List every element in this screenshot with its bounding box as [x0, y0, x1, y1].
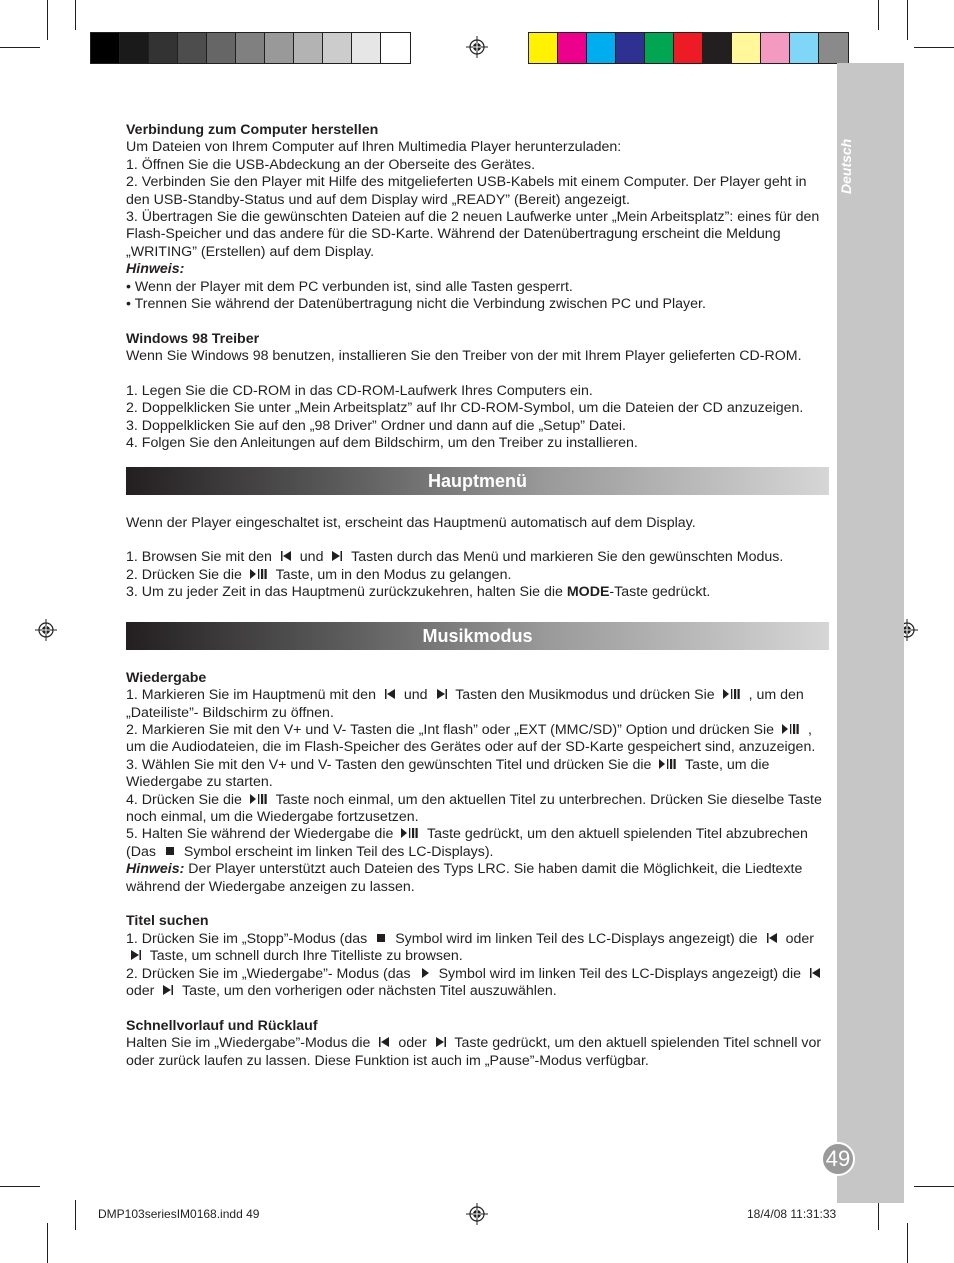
color-swatch: [790, 33, 819, 63]
previous-icon: [279, 549, 293, 563]
color-swatch: [352, 33, 381, 63]
stop-icon: [163, 844, 177, 858]
crop-mark: [0, 47, 40, 48]
footer-file-info: DMP103seriesIM0168.indd 49: [98, 1207, 260, 1221]
cmyk-color-bar: [528, 32, 849, 64]
list-item: • Trennen Sie während der Datenübertragung nicht die Verbindung zwischen PC und Player.: [126, 296, 706, 313]
list-item: 2. Drücken Sie die Taste, um in den Modus zu gelangen.: [126, 566, 512, 583]
language-label: Deutsch: [838, 138, 854, 194]
color-swatch: [587, 33, 616, 63]
play-pause-icon: [400, 826, 420, 840]
color-swatch: [558, 33, 587, 63]
next-icon: [161, 983, 175, 997]
section-heading: Verbindung zum Computer herstellen: [126, 122, 379, 138]
color-swatch: [149, 33, 178, 63]
color-swatch: [761, 33, 790, 63]
play-pause-icon: [249, 792, 269, 806]
play-pause-icon: [781, 722, 801, 736]
color-swatch: [323, 33, 352, 63]
crop-mark: [47, 1223, 48, 1263]
list-item: 1. Browsen Sie mit den und Tasten durch das Menü und markieren Sie den gewünschten Modus.: [126, 549, 784, 566]
list-item: 2. Markieren Sie mit den V+ und V- Tasten die „Int flash” oder „EXT (MMC/SD)” Option und drücken Sie , um die Audiodateien, die im Flash-Speicher des Gerätes oder auf der SD-Karte gespeichert sind, anzuzeigen.: [126, 721, 816, 756]
registration-mark-icon: [466, 36, 488, 58]
footer-date: 18/4/08 11:31:33: [747, 1207, 837, 1221]
crop-mark: [914, 1186, 954, 1187]
paragraph: Halten Sie im „Wiedergabe”-Modus die oder Taste gedrückt, um den aktuell spielenden Titel schnell vor oder zurück laufen zu lassen. Diese Funktion ist auch im „Pause”-Modus verfügbar.: [126, 1035, 822, 1069]
list-item: 2. Verbinden Sie den Player mit Hilfe des mitgelieferten USB-Kabels mit einem Computer. Der Player geht in den USB-Standby-Status und auf dem Display wird „READY” (Bereit) angezeigt.: [126, 174, 807, 208]
list-item: 3. Um zu jeder Zeit in das Hauptmenü zurückzukehren, halten Sie die MODE-Taste gedrückt.: [126, 584, 711, 601]
paragraph: Wenn Sie Windows 98 benutzen, installieren Sie den Treiber von der mit Ihrem Player gelieferten CD-ROM.: [126, 348, 802, 365]
section-banner: Musikmodus: [126, 622, 829, 650]
list-item: 5. Halten Sie während der Wiedergabe die Taste gedrückt, um den aktuell spielenden Titel abzubrechen (Das Symbol erscheint im linken Teil des LC-Displays).: [126, 826, 808, 860]
paragraph: Wenn der Player eingeschaltet ist, erscheint das Hauptmenü automatisch auf dem Display.: [126, 514, 696, 531]
crop-mark: [0, 1186, 40, 1187]
note-paragraph: Hinweis: Der Player unterstützt auch Dateien des Typs LRC. Sie haben damit die Möglichkeit, die Liedtexte während der Wiedergabe anzeigen zu lassen.: [126, 861, 803, 895]
list-item: 1. Legen Sie die CD-ROM in das CD-ROM-Laufwerk Ihres Computers ein.: [126, 383, 593, 400]
list-item: 3. Wählen Sie mit den V+ und V- Tasten den gewünschten Titel und drücken Sie die Taste, um die Wiedergabe zu starten.: [126, 756, 770, 791]
color-swatch: [616, 33, 645, 63]
color-swatch: [120, 33, 149, 63]
grayscale-color-bar: [90, 32, 411, 64]
registration-mark-icon: [466, 1203, 488, 1225]
previous-icon: [377, 1035, 391, 1049]
previous-icon: [765, 931, 779, 945]
page-number: 49: [821, 1142, 855, 1176]
play-pause-icon: [722, 687, 742, 701]
next-icon: [330, 549, 344, 563]
color-swatch: [207, 33, 236, 63]
list-item: 4. Drücken Sie die Taste noch einmal, um den aktuellen Titel zu unterbrechen. Drücken Sie dieselbe Taste noch einmal, um die Wiedergabe fortzusetzen.: [126, 791, 822, 825]
list-item: 1. Drücken Sie im „Stopp”-Modus (das Symbol wird im linken Teil des LC-Displays angezeigt) die oder Taste, um schnell durch Ihre Titelliste zu browsen.: [126, 930, 814, 965]
crop-mark: [914, 47, 954, 48]
play-pause-icon: [658, 757, 678, 771]
list-item: 1. Markieren Sie im Hauptmenü mit den und Tasten den Musikmodus und drücken Sie , um den „Dateiliste”- Bildschirm zu öffnen.: [126, 687, 804, 721]
color-swatch: [381, 33, 410, 63]
crop-mark: [47, 0, 48, 40]
section-heading: Windows 98 Treiber: [126, 330, 260, 347]
next-icon: [129, 948, 143, 962]
color-swatch: [91, 33, 120, 63]
list-item: 3. Übertragen Sie die gewünschten Dateien auf die 2 neuen Laufwerke unter „Mein Arbeitsplatz”: eines für den Flash-Speicher und das andere für die SD-Karte. Während der Datenübertragung erscheint die Meldung „WRITING” (Erstellen) auf dem Display.: [126, 209, 820, 260]
list-item: 3. Doppelklicken Sie auf den „98 Driver” Ordner und dann auf die „Setup” Datei.: [126, 417, 626, 434]
note-label: Hinweis:: [126, 261, 185, 278]
color-swatch: [732, 33, 761, 63]
play-pause-icon: [249, 567, 269, 581]
previous-icon: [808, 966, 822, 980]
color-swatch: [178, 33, 207, 63]
color-swatch: [703, 33, 732, 63]
stop-icon: [374, 931, 388, 945]
crop-mark: [878, 0, 879, 30]
list-item: 4. Folgen Sie den Anleitungen auf dem Bildschirm, um den Treiber zu installieren.: [126, 435, 638, 452]
next-icon: [434, 1035, 448, 1049]
color-swatch: [265, 33, 294, 63]
language-sidebar: [837, 63, 904, 1203]
play-icon: [418, 966, 432, 980]
crop-mark: [75, 0, 76, 30]
color-swatch: [529, 33, 558, 63]
section-heading: Titel suchen: [126, 913, 209, 930]
list-item: 1. Öffnen Sie die USB-Abdeckung an der Oberseite des Gerätes.: [126, 156, 536, 173]
paragraph: Um Dateien von Ihrem Computer auf Ihren Multimedia Player herunterzuladen:: [126, 139, 622, 156]
color-swatch: [645, 33, 674, 63]
next-icon: [435, 687, 449, 701]
section-heading: Schnellvorlauf und Rücklauf: [126, 1017, 318, 1034]
color-swatch: [236, 33, 265, 63]
registration-mark-icon: [35, 619, 57, 641]
main-content: [126, 122, 829, 1070]
color-swatch: [819, 33, 848, 63]
crop-mark: [907, 1223, 908, 1263]
previous-icon: [383, 687, 397, 701]
color-swatch: [674, 33, 703, 63]
section-banner: Hauptmenü: [126, 467, 829, 495]
color-swatch: [294, 33, 323, 63]
crop-mark: [75, 1200, 76, 1230]
list-item: • Wenn der Player mit dem PC verbunden ist, sind alle Tasten gesperrt.: [126, 278, 573, 295]
list-item: 2. Doppelklicken Sie unter „Mein Arbeitsplatz” auf Ihr CD-ROM-Symbol, um die Dateien der CD anzuzeigen.: [126, 400, 804, 417]
crop-mark: [878, 1200, 879, 1230]
list-item: 2. Drücken Sie im „Wiedergabe”- Modus (das Symbol wird im linken Teil des LC-Displays angezeigt) die oder Taste, um den vorherigen oder nächsten Titel auszuwählen.: [126, 966, 829, 1001]
crop-mark: [907, 0, 908, 40]
section-heading: Wiedergabe: [126, 669, 207, 686]
